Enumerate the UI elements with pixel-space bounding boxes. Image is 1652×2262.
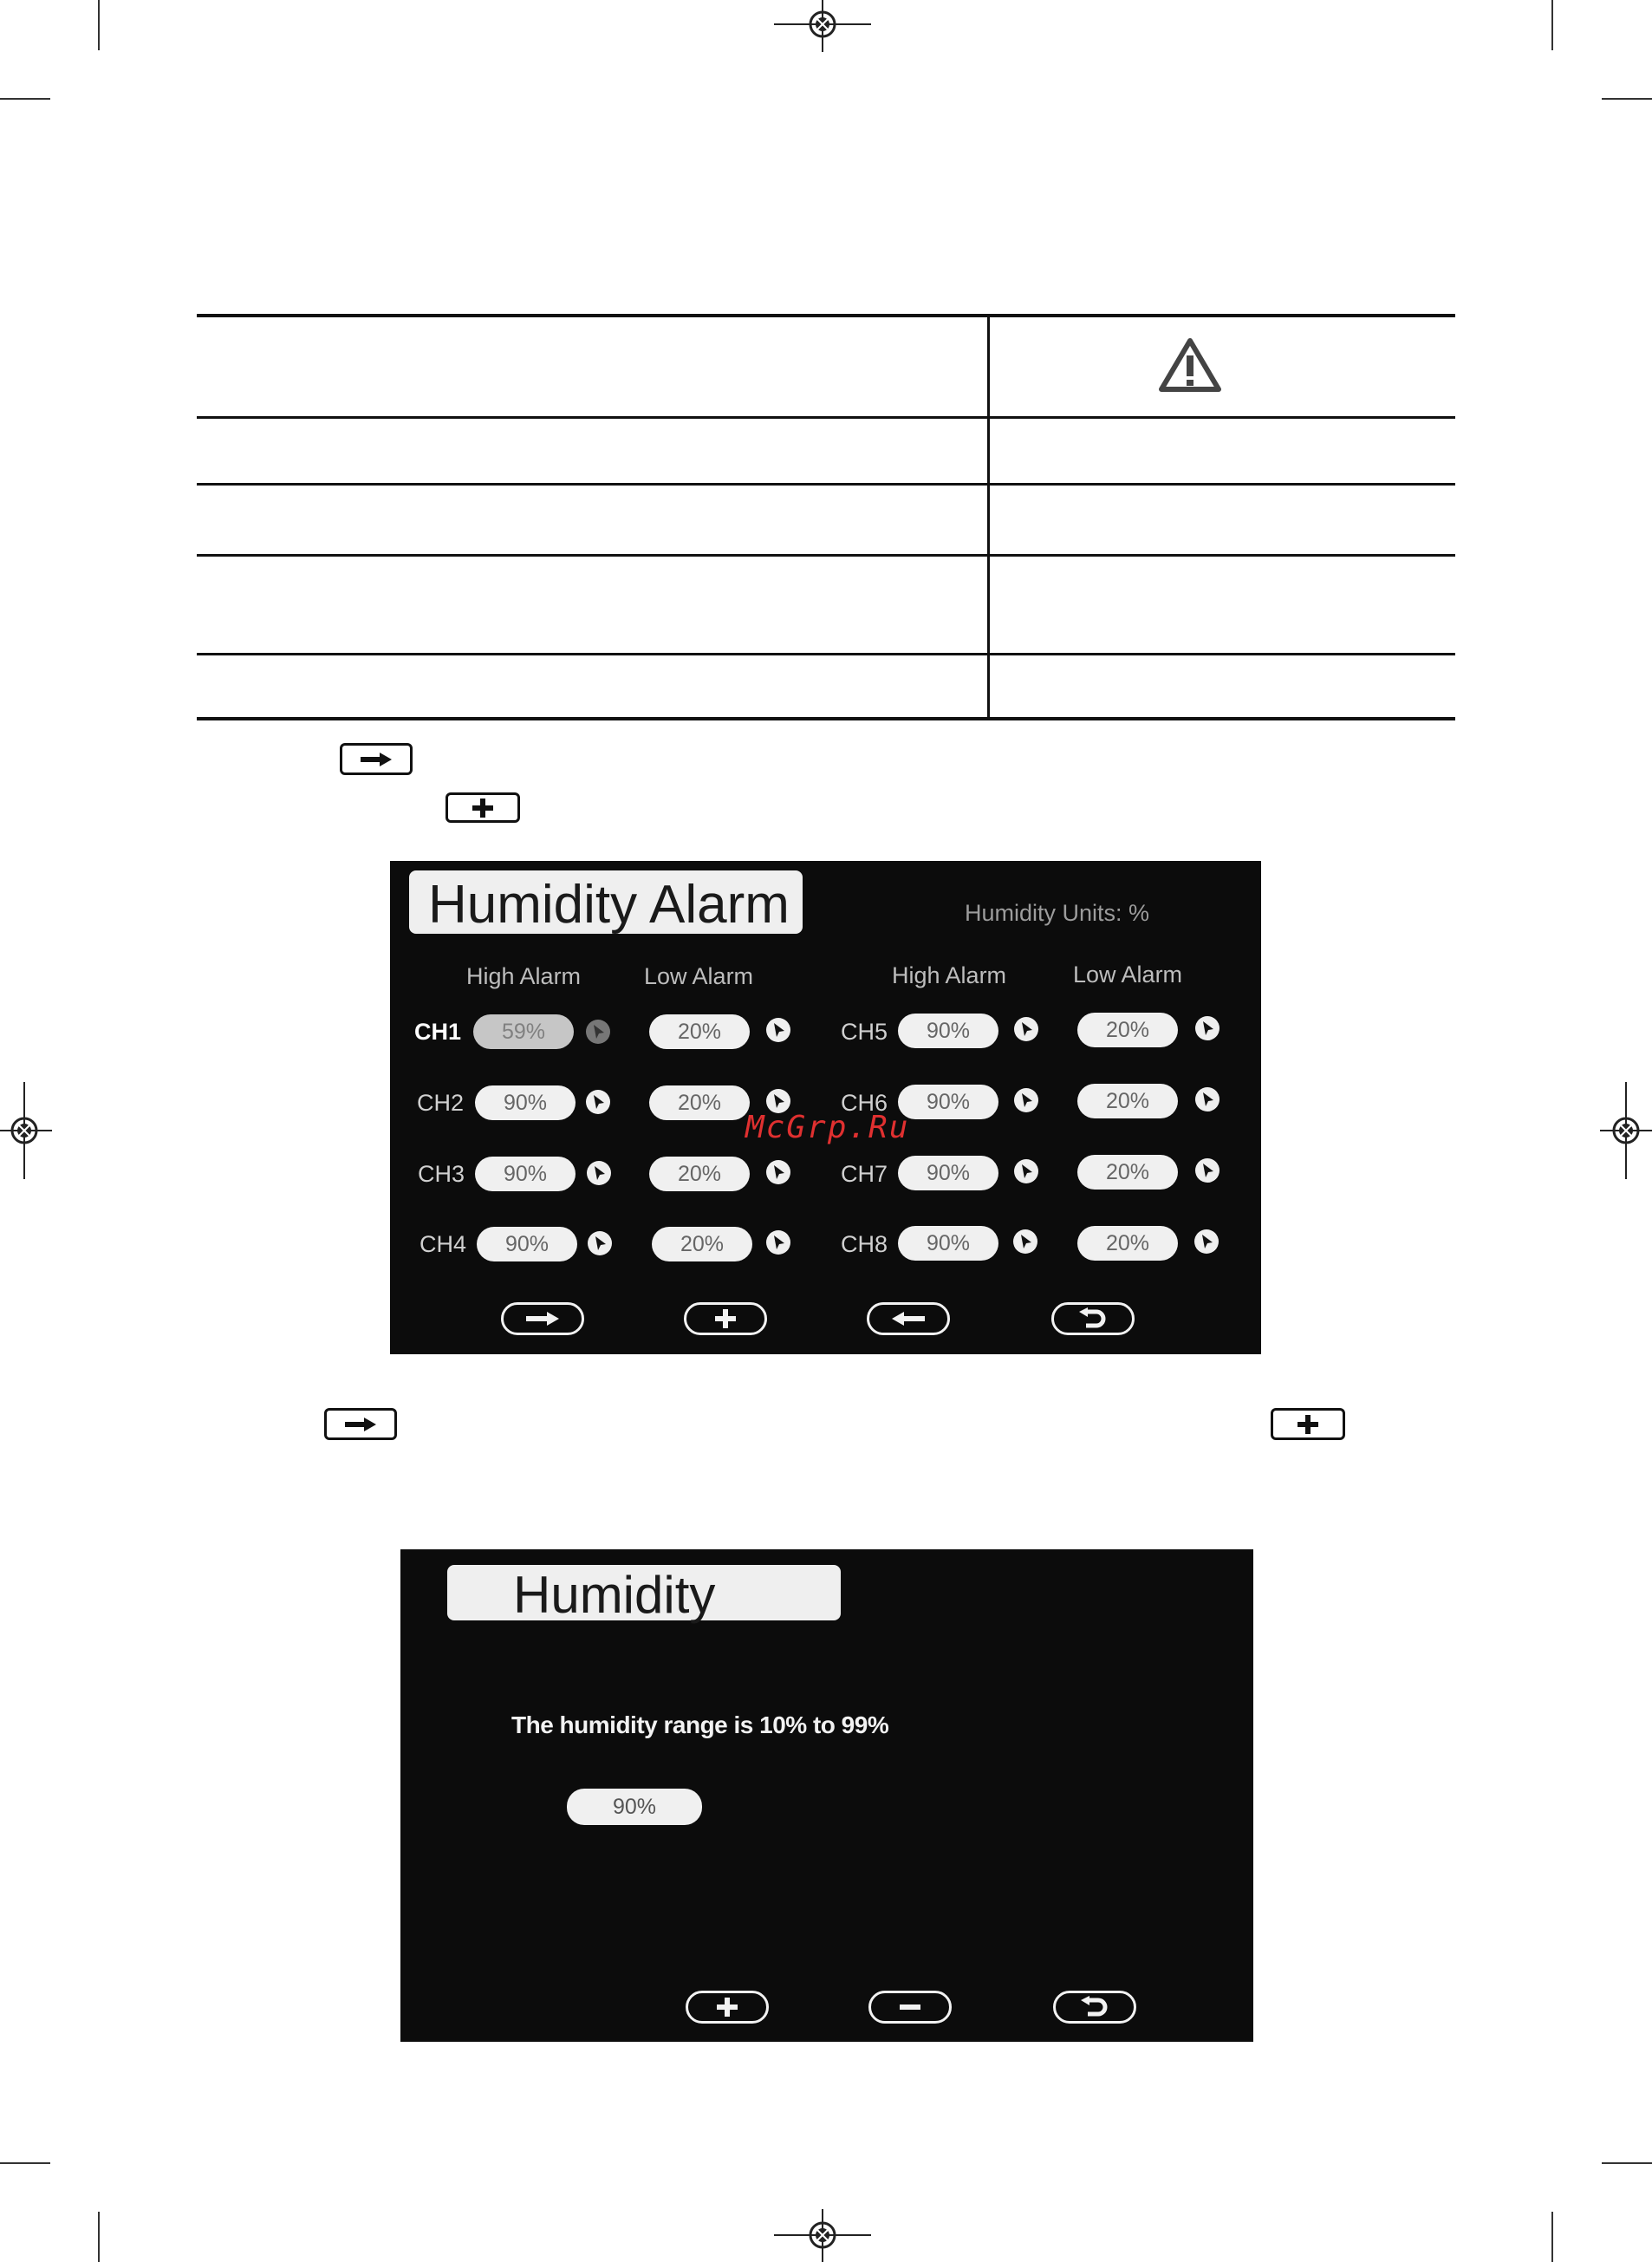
high-alarm-value[interactable]: 90% bbox=[475, 1157, 576, 1191]
previous-button[interactable] bbox=[867, 1302, 950, 1335]
channel-label: CH4 bbox=[420, 1231, 467, 1257]
low-alarm-value[interactable]: 20% bbox=[1077, 1155, 1178, 1190]
channel-label: CH2 bbox=[417, 1090, 465, 1116]
select-cursor-icon[interactable] bbox=[1014, 1159, 1038, 1183]
low-alarm-value[interactable]: 20% bbox=[649, 1157, 750, 1191]
plus-icon bbox=[712, 1307, 738, 1330]
high-alarm-value[interactable]: 90% bbox=[898, 1226, 998, 1261]
return-button[interactable] bbox=[1053, 1991, 1136, 2024]
return-icon bbox=[1076, 1307, 1110, 1330]
return-button[interactable] bbox=[1051, 1302, 1135, 1335]
high-alarm-value[interactable]: 90% bbox=[898, 1085, 998, 1119]
next-button[interactable] bbox=[501, 1302, 584, 1335]
column-header: Low Alarm bbox=[1073, 962, 1183, 988]
minus-button[interactable] bbox=[868, 1991, 952, 2024]
high-alarm-value[interactable]: 59% bbox=[473, 1014, 574, 1049]
plus-icon bbox=[714, 1996, 740, 2018]
select-cursor-icon[interactable] bbox=[587, 1161, 611, 1185]
screen-title: Humidity Alarm bbox=[409, 870, 803, 934]
select-cursor-icon[interactable] bbox=[1014, 1088, 1038, 1112]
humidity-alarm-screen bbox=[390, 861, 1261, 1354]
select-cursor-icon[interactable] bbox=[586, 1020, 610, 1044]
column-header: High Alarm bbox=[466, 963, 582, 989]
select-cursor-icon[interactable] bbox=[1195, 1016, 1219, 1040]
high-alarm-value[interactable]: 90% bbox=[898, 1156, 998, 1190]
registration-mark-icon bbox=[0, 1082, 52, 1179]
warning-triangle-icon bbox=[1158, 336, 1222, 394]
select-cursor-icon[interactable] bbox=[1195, 1158, 1219, 1183]
humidity-value[interactable]: 90% bbox=[567, 1789, 702, 1825]
low-alarm-value[interactable]: 20% bbox=[1077, 1226, 1178, 1261]
key-next-icon bbox=[340, 743, 413, 775]
select-cursor-icon[interactable] bbox=[766, 1018, 790, 1042]
key-next-icon bbox=[324, 1408, 397, 1440]
channel-label: CH3 bbox=[418, 1161, 465, 1187]
return-icon bbox=[1077, 1996, 1112, 2018]
high-alarm-value[interactable]: 90% bbox=[477, 1227, 577, 1261]
humidity-setting-screen bbox=[400, 1549, 1253, 2042]
column-header: High Alarm bbox=[892, 962, 1007, 988]
select-cursor-icon[interactable] bbox=[588, 1231, 612, 1255]
humidity-units-label: Humidity Units: % bbox=[965, 900, 1150, 926]
select-cursor-icon[interactable] bbox=[586, 1090, 610, 1114]
screen-title: Humidity bbox=[447, 1565, 841, 1620]
select-cursor-icon[interactable] bbox=[1013, 1229, 1037, 1254]
column-header: Low Alarm bbox=[644, 963, 754, 989]
key-plus-icon bbox=[1271, 1408, 1345, 1440]
channel-label: CH8 bbox=[841, 1231, 888, 1257]
channel-label: CH6 bbox=[841, 1090, 888, 1116]
select-cursor-icon[interactable] bbox=[1014, 1017, 1038, 1041]
low-alarm-value[interactable]: 20% bbox=[652, 1227, 752, 1261]
select-cursor-icon[interactable] bbox=[766, 1160, 790, 1184]
channel-label: CH7 bbox=[841, 1161, 888, 1187]
arrow-right-icon bbox=[523, 1310, 563, 1327]
minus-icon bbox=[897, 1996, 923, 2018]
key-plus-icon bbox=[446, 792, 520, 823]
registration-mark-icon bbox=[774, 2209, 871, 2262]
select-cursor-icon[interactable] bbox=[1194, 1229, 1219, 1254]
low-alarm-value[interactable]: 20% bbox=[649, 1014, 750, 1049]
low-alarm-value[interactable]: 20% bbox=[1077, 1084, 1178, 1118]
plus-button[interactable] bbox=[686, 1991, 769, 2024]
high-alarm-value[interactable]: 90% bbox=[898, 1014, 998, 1048]
arrow-left-icon bbox=[888, 1310, 928, 1327]
range-text: The humidity range is 10% to 99% bbox=[511, 1711, 889, 1738]
channel-label: CH1 bbox=[414, 1019, 462, 1045]
high-alarm-value[interactable]: 90% bbox=[475, 1085, 576, 1120]
registration-mark-icon bbox=[1600, 1082, 1652, 1179]
channel-label: CH5 bbox=[841, 1019, 888, 1045]
select-cursor-icon[interactable] bbox=[1195, 1087, 1219, 1111]
low-alarm-value[interactable]: 20% bbox=[649, 1085, 750, 1120]
watermark-text: McGrp.Ru bbox=[745, 1110, 910, 1145]
select-cursor-icon[interactable] bbox=[766, 1230, 790, 1255]
low-alarm-value[interactable]: 20% bbox=[1077, 1013, 1178, 1047]
registration-mark-icon bbox=[774, 0, 871, 52]
plus-button[interactable] bbox=[684, 1302, 767, 1335]
